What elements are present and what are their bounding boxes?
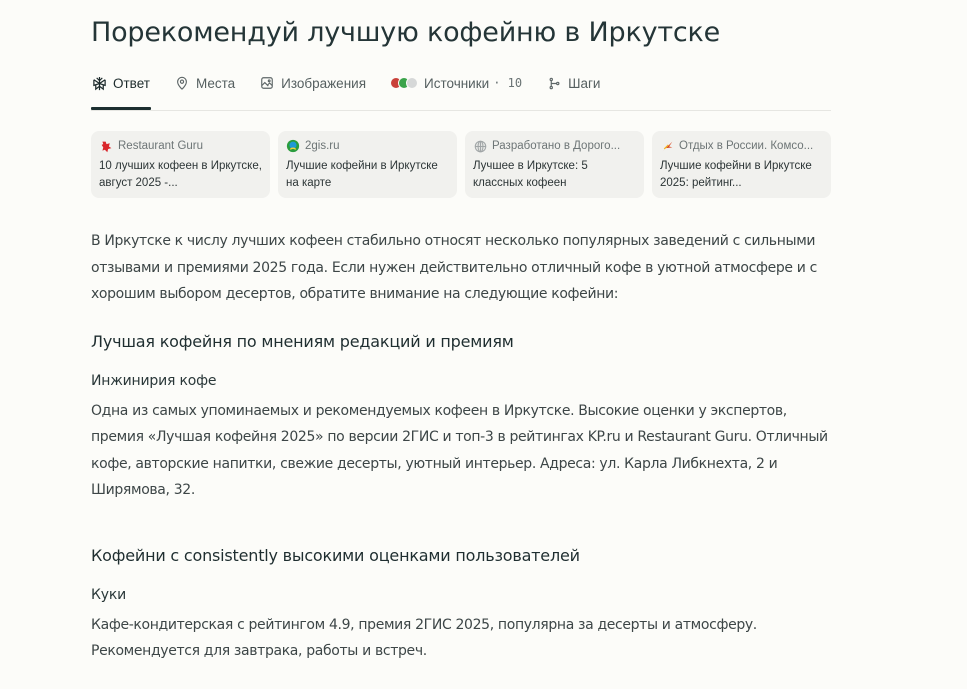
source-title: 10 лучших кофеен в Иркутске, август 2025 -... [99, 160, 262, 189]
result-tabs [91, 70, 831, 111]
image-icon [259, 75, 275, 91]
source-card[interactable] [465, 131, 644, 198]
map-pin-icon [174, 75, 190, 91]
restaurant-guru-icon [99, 139, 113, 153]
section-heading: Кофейни с consistently высокими оценками пользователей [91, 545, 580, 565]
source-name: Разработано в Дорого... [492, 140, 621, 152]
tab-sources[interactable] [390, 70, 522, 96]
page-title: Порекомендуй лучшую кофейню в Иркутске [91, 17, 721, 48]
source-card[interactable] [278, 131, 457, 198]
source-title: Лучшее в Иркутске: 5 классных кофеен [473, 160, 588, 189]
source-name: Restaurant Guru [118, 140, 204, 152]
tab-places[interactable] [174, 70, 235, 96]
source-name: 2gis.ru [305, 140, 340, 152]
section-heading: Лучшая кофейня по мнениям редакций и премиям [91, 331, 514, 351]
globe-icon [473, 139, 487, 153]
tab-label: Места [195, 75, 236, 91]
2gis-icon [286, 139, 300, 153]
tab-label: Изображения [281, 75, 366, 91]
tab-label: Ответ [113, 75, 150, 91]
item-name: Инжинирия кофе [91, 372, 217, 389]
sources-stack-icon [390, 77, 418, 89]
tab-label: Источники [424, 75, 490, 91]
answer-intro: В Иркутске к числу лучших кофеен стабильно относят несколько популярных заведений с сильными отзывами и премиями 2025 года. Если нужен действительно отличный кофе в уютной атмосфере и с хорошим выбором десертов, обратите внимание на следующие кофейни: [91, 233, 817, 302]
item-description: Одна из самых упоминаемых и рекомендуемых кофеен в Иркутске. Высокие оценки у экспертов, премия «Лучшая кофейня 2025» по версии 2ГИС и топ-3 в рейтингах KP.ru и Restaurant Guru. Отличный кофе, авторские напитки, свежие десерты, уютный интерьер. Адреса: ул. Карла Либкнехта, 2 и Ширямова, 32. [91, 402, 828, 498]
tab-label: Шаги [568, 75, 601, 91]
source-title: Лучшие кофейни в Иркутске 2025: рейтинг... [660, 160, 812, 189]
sources-count: · 10 [493, 76, 523, 90]
tab-answer[interactable] [91, 70, 150, 96]
item-name: Куки [91, 586, 126, 603]
tab-steps[interactable] [546, 70, 600, 96]
perplexity-logo-icon [91, 75, 107, 91]
source-card[interactable] [652, 131, 831, 198]
steps-icon [546, 75, 562, 91]
answer-body [91, 228, 831, 665]
source-cards [91, 131, 831, 198]
tab-images[interactable] [259, 70, 366, 96]
kp-icon [660, 139, 674, 153]
source-card[interactable] [91, 131, 270, 198]
source-title: Лучшие кофейни в Иркутске на карте [286, 160, 438, 189]
source-name: Отдых в России. Комсо... [679, 140, 814, 152]
item-description: Кафе-кондитерская с рейтингом 4.9, премия 2ГИС 2025, популярна за десерты и атмосферу. Рекомендуется для завтрака, работы и встреч. [91, 616, 757, 659]
